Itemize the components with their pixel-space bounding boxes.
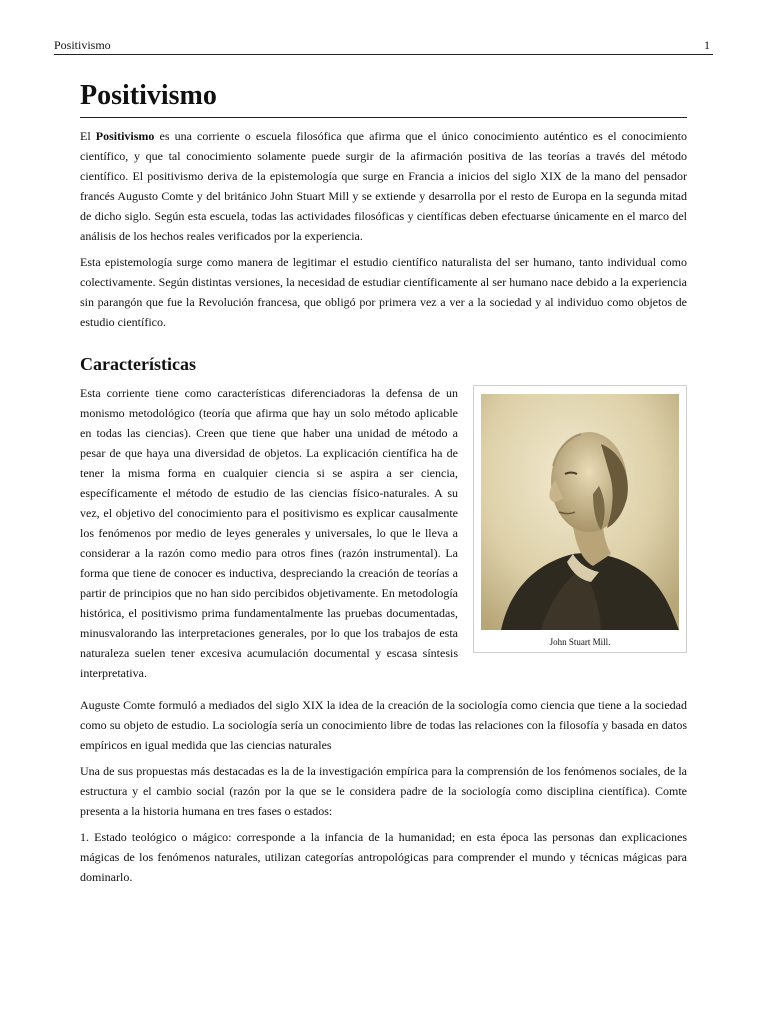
intro-paragraph — [80, 126, 687, 246]
portrait-figure — [473, 385, 687, 653]
paragraph-empirical-research: Una de sus propuestas más destacadas es la de la investigación empírica para la comprensión de los fenómenos sociales, de la estructura y el cambio social (razón por la que se le considera padre de la sociología como disciplina científica). Comte presenta a la historia humana en tres fases o estados: — [80, 764, 687, 818]
paragraph-characteristics: Esta corriente tiene como características diferenciadoras la defensa de un monismo metodológico (teoría que afirma que hay un solo método aplicable en todas las ciencias). Creen que tiene que haber una unidad de método a pesar de que haya una diversidad de objetos. La explicación científica ha de tener la misma forma en cualquier ciencia si se aspira a ser ciencia, específicamente el método de estudio de las ciencias físico-naturales. A su vez, el objetivo del conocimiento para el positivismo es explicar causalmente los fenómenos por medio de leyes generales y universales, lo que le lleva a considerar a la razón como medio para otros fines (razón instrumental). La forma que tiene de conocer es inductiva, despreciando la creación de teorías a partir de principios que no han sido percibidos objetivamente. En metodología histórica, el positivismo prima fundamentalmente las pruebas documentadas, minusvalorando las interpretaciones generales, por lo que los trabajos de esta naturaleza suelen tener excesiva acumulación documental y escasa síntesis interpretativa. — [80, 386, 458, 680]
paragraph-epistemology: Esta epistemología surge como manera de legitimar el estudio científico naturalista del ser humano, tanto individual como colectivamente. Según distintas versiones, la necesidad de estudiar científicamente al ser humano nace debido a la experiencia sin parangón que fue la Revolución francesa, que obligó por primera vez a ver a la sociedad y al individuo como objetos de estudio científico. — [80, 255, 687, 329]
intro-lead-bold: Positivismo — [95, 129, 155, 143]
figure-caption: John Stuart Mill. — [549, 637, 611, 647]
intro-lead-post: es una corriente o escuela filosófica que afirma que el único conocimiento auténtico es el conocimiento científico, y que tal conocimiento solamente puede surgir de la afirmación positiva de las teorías a través del método científico. El positivismo deriva de la epistemología que surge en Francia a inicios del siglo XIX de la mano del pensador francés Augusto Comte y del británico John Stuart Mill y se extiende y desarrolla por el resto de Europa en la segunda mitad de dicho siglo. Según esta escuela, todas las actividades filosóficas y científicas deben efectuarse únicamente en el marco del análisis de los hechos reales verificados por la experiencia. — [80, 129, 688, 243]
intro-lead-pre: El — [80, 129, 96, 143]
page-number: 1 — [704, 38, 710, 52]
running-header-title: Positivismo — [54, 38, 111, 52]
running-header — [54, 37, 713, 55]
article-body — [80, 80, 687, 887]
portrait-image — [481, 394, 679, 630]
paragraph-theological-stage: 1. Estado teológico o mágico: corresponde a la infancia de la humanidad; en esta época las personas dan explicaciones mágicas de los fenómenos naturales, utilizan categorías antropológicas para comprender el mundo y técnicas mágicas para dominarlo. — [80, 830, 687, 884]
paragraph-comte-sociology: Auguste Comte formuló a mediados del siglo XIX la idea de la creación de la sociología como ciencia que tiene a la sociedad como su objeto de estudio. La sociología sería un conocimiento libre de todas las relaciones con la filosofía y basada en datos empíricos en igual medida que las ciencias naturales — [80, 698, 687, 752]
section-heading-caracteristicas: Características — [80, 354, 196, 374]
page-title: Positivismo — [80, 80, 687, 118]
